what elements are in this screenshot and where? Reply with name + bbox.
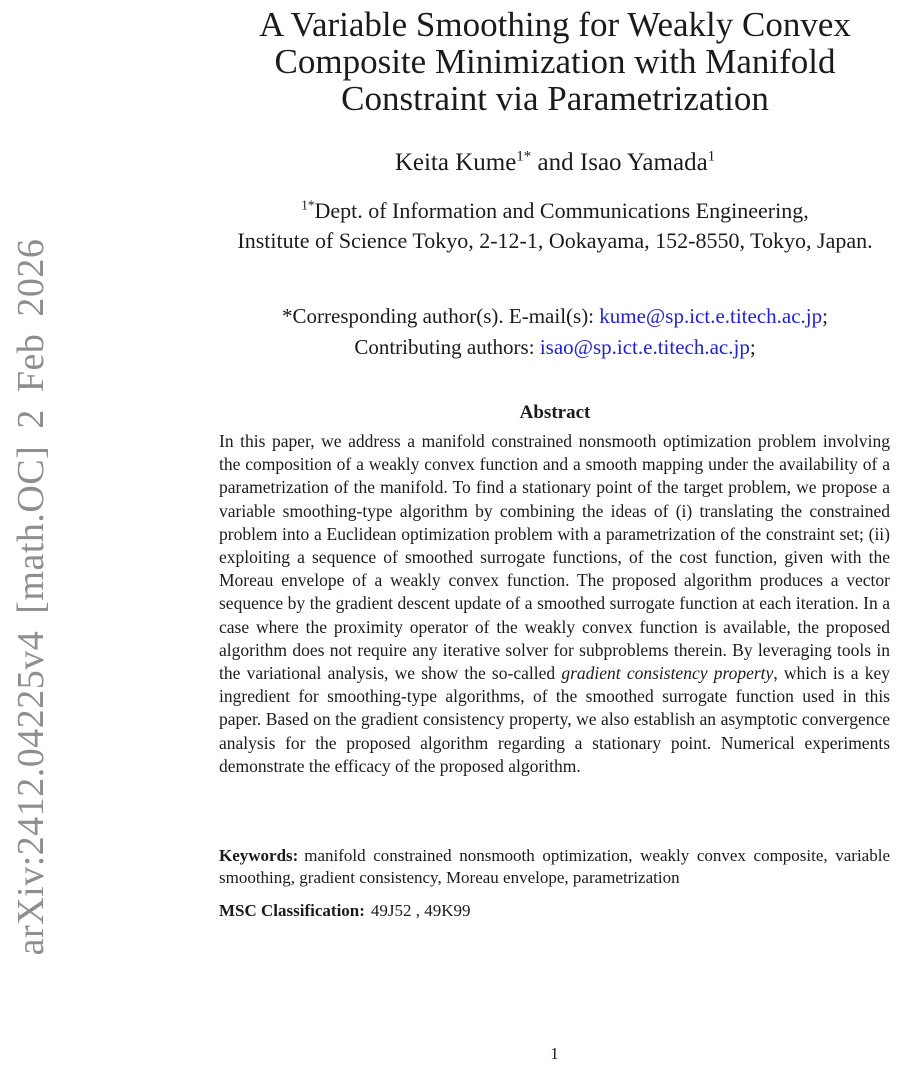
contributing-email-link[interactable]: isao@sp.ict.e.titech.ac.jp	[539, 335, 750, 359]
abstract-text-part-2: , which is a key ingredient for smoothing-type algorithms, of the smoothed surrogate function used in this paper. Based on the gradient consistency property, we also establish an asymptotic convergence analysis for the proposed algorithm regarding a stationary point. Numerical experiments demonstrate the efficacy of the proposed algorithm.	[219, 663, 890, 776]
author-name-1: Keita Kume	[394, 149, 517, 176]
corresponding-email-link[interactable]: kume@sp.ict.e.titech.ac.jp	[599, 304, 823, 328]
affiliation-dept: Dept. of Information and Communications Engineering,	[314, 198, 809, 223]
author-1-superscript: 1*	[516, 148, 532, 165]
keywords-block	[219, 845, 890, 888]
contributing-author-line	[105, 332, 908, 363]
msc-text: 49J52 , 49K99	[370, 901, 471, 920]
contributing-prefix: Contributing authors:	[354, 335, 540, 359]
author-name-2: Isao Yamada	[579, 149, 708, 176]
contributing-suffix: ;	[749, 335, 756, 359]
affiliation-line-1	[105, 196, 908, 226]
page-number: 1	[550, 1044, 559, 1063]
paper-title	[105, 6, 908, 117]
msc-label: MSC Classification:	[219, 901, 365, 920]
author-list	[105, 149, 908, 177]
abstract-heading: Abstract	[519, 402, 591, 423]
title-line-2: Composite Minimization with Manifold	[274, 42, 836, 81]
author-separator: and	[531, 149, 580, 176]
affiliation-block	[105, 196, 908, 256]
affiliation-line-2: Institute of Science Tokyo, 2-12-1, Ookayama, 152-8550, Tokyo, Japan.	[237, 228, 873, 253]
corresponding-prefix: *Corresponding author(s). E-mail(s):	[282, 304, 600, 328]
affiliation-superscript: 1*	[301, 197, 315, 213]
arxiv-watermark: arXiv:2412.04225v4 [math.OC] 2 Feb 2026	[10, 238, 52, 956]
keywords-label: Keywords:	[219, 846, 299, 865]
abstract-text	[219, 430, 890, 778]
abstract-text-part-1: In this paper, we address a manifold constrained nonsmooth optimization problem involving the composition of a weakly convex function and a smooth mapping under the availability of a parametrization of the manifold. To find a stationary point of the target problem, we propose a variable smoothing-type algorithm by combining the ideas of (i) translating the constrained problem into a Euclidean optimization problem with a parametrization of the constraint set; (ii) exploiting a sequence of smoothed surrogate functions, of the cost function, given with the Moreau envelope of a weakly convex function. The proposed algorithm produces a vector sequence by the gradient descent update of a smoothed surrogate function at each iteration. In a case where the proximity operator of the weakly convex function is available, the proposed algorithm does not require any iterative solver for subproblems therein. By leveraging tools in the variational analysis, we show the so-called	[219, 431, 890, 684]
abstract-italic-phrase: gradient consistency property	[561, 663, 774, 684]
title-line-1: A Variable Smoothing for Weakly Convex	[259, 5, 851, 44]
corresponding-suffix: ;	[822, 304, 828, 328]
keywords-text: manifold constrained nonsmooth optimization, weakly convex composite, variable smoothing, gradient consistency, Moreau envelope, parametrization	[219, 846, 890, 887]
title-line-3: Constraint via Parametrization	[341, 79, 769, 118]
contact-block	[105, 301, 908, 363]
author-2-superscript: 1	[707, 148, 716, 165]
corresponding-author-line	[105, 301, 908, 332]
msc-block	[219, 901, 890, 921]
